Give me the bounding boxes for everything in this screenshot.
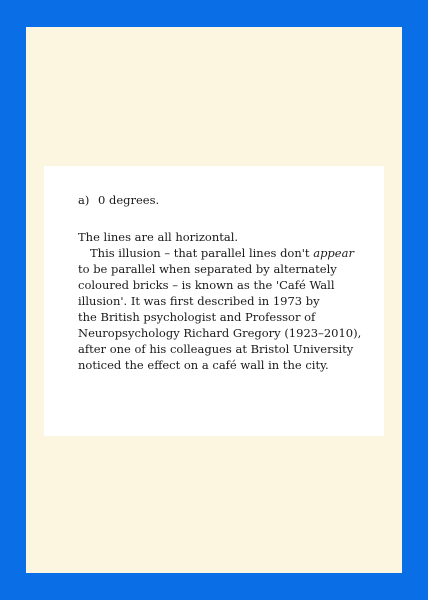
explanation-line-1: [78, 245, 368, 261]
explanation-line-3: coloured bricks – is known as the 'Café Wall: [78, 278, 335, 292]
emphasis-appear: appear: [313, 246, 354, 260]
explanation-lead: The lines are all horizontal.: [78, 230, 239, 244]
explanation-line-1-text: This illusion – that parallel lines don't: [90, 246, 314, 260]
answer-line: [78, 192, 368, 208]
explanation-paragraph: [78, 245, 368, 373]
explanation-line-5: the British psychologist and Professor of: [78, 310, 316, 324]
explanation-line-7: after one of his colleagues at Bristol University: [78, 342, 354, 356]
explanation-line-6: Neuropsychology Richard Gregory (1923–2010),: [78, 326, 362, 340]
answer-letter: a): [78, 193, 90, 207]
answer-content: [78, 192, 368, 373]
explanation-line-4: illusion'. It was first described in 1973 by: [78, 294, 320, 308]
explanation-line-2: to be parallel when separated by alternately: [78, 262, 337, 276]
explanation-line-8: noticed the effect on a café wall in the city.: [78, 358, 329, 372]
answer-text: 0 degrees.: [98, 193, 160, 207]
